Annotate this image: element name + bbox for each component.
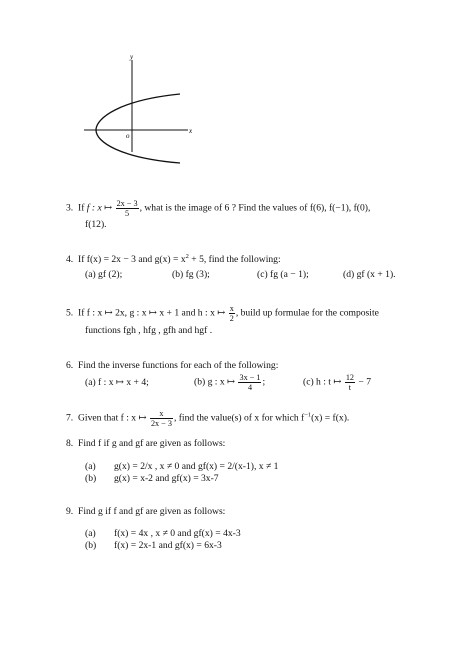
q4-text: If f(x) = 2x − 3 and g(x) = x — [78, 254, 186, 265]
q4-text-end: + 5, find the following: — [188, 254, 281, 265]
q8-number: 8. — [66, 438, 74, 449]
q7-text-end2: (x) = f(x). — [311, 412, 350, 424]
q9-b-label: (b) — [85, 540, 97, 551]
q7-text: Given that f : x ↦ — [78, 412, 147, 424]
q5-fraction: $\frac{x}{2}$ — [229, 304, 234, 323]
q4-part-d: (d) gf (x + 1). — [343, 269, 396, 280]
q5-line2: functions fgh , hfg , gfh and hgf . — [85, 325, 213, 336]
question-5 — [66, 304, 379, 323]
q8-b-label: (b) — [85, 473, 97, 484]
q6-part-c: (c) h : t ↦ $\frac{12}{t}$ − 7 — [303, 373, 372, 392]
q4-superscript: 2 — [185, 253, 189, 260]
q8-b-text: g(x) = x-2 and gf(x) = 3x-7 — [114, 473, 219, 484]
q9-a-label: (a) — [85, 528, 96, 539]
q3-fraction: $\frac{2x - 3}{5}$ — [116, 199, 138, 218]
q3-number: 3. — [66, 202, 74, 214]
q6-part-b: (b) g : x ↦ $\frac{3x - 1}{4}$ ; — [194, 373, 266, 392]
question-6 — [66, 360, 278, 372]
question-9 — [66, 506, 225, 518]
q8-a-label: (a) — [85, 461, 96, 472]
q3-func: f : x ↦ — [86, 202, 113, 214]
q5-text-end: , build up formulae for the composite — [235, 307, 379, 319]
parabola-curve — [96, 94, 180, 163]
q4-part-c: (c) fg (a − 1); — [257, 269, 309, 280]
question-7 — [66, 409, 349, 428]
q4-number: 4. — [66, 254, 74, 265]
q5-number: 5. — [66, 307, 74, 319]
q8-text: Find f if g and gf are given as follows: — [78, 438, 226, 449]
q7-text-end: , find the value(s) of x for which f — [173, 412, 305, 424]
x-axis-label: x — [189, 127, 193, 135]
question-8 — [66, 438, 225, 450]
q7-superscript: −1 — [304, 411, 312, 419]
q9-b-text: f(x) = 2x-1 and gf(x) = 6x-3 — [114, 540, 222, 551]
q3-line2: f(12). — [85, 219, 107, 230]
q9-a-text: f(x) = 4x , x ≠ 0 and gf(x) = 4x-3 — [114, 528, 241, 539]
q3-lead: If — [78, 202, 85, 214]
question-4 — [66, 254, 281, 266]
q6-text: Find the inverse functions for each of the following: — [78, 360, 279, 371]
q9-number: 9. — [66, 506, 74, 517]
q6-number: 6. — [66, 360, 74, 371]
q7-fraction: $\frac{x}{2x - 3}$ — [150, 409, 172, 428]
origin-label: o — [126, 132, 130, 140]
q9-text: Find g if f and gf are given as follows: — [78, 506, 226, 517]
q8-a-text: g(x) = 2/x , x ≠ 0 and gf(x) = 2/(x-1), x ≠ 1 — [114, 461, 279, 472]
q4-part-a: (a) gf (2); — [85, 269, 123, 280]
q6-part-a: (a) f : x ↦ x + 4; — [85, 377, 149, 388]
q4-part-b: (b) fg (3); — [172, 269, 210, 280]
y-axis-label: y — [130, 53, 134, 61]
q5-text: If f : x ↦ 2x, g : x ↦ x + 1 and h : x ↦ — [78, 307, 226, 319]
q7-number: 7. — [66, 412, 74, 424]
q3-rest: , what is the image of 6 ? Find the values of f(6), f(−1), f(0), — [139, 202, 371, 214]
question-3 — [66, 199, 370, 218]
